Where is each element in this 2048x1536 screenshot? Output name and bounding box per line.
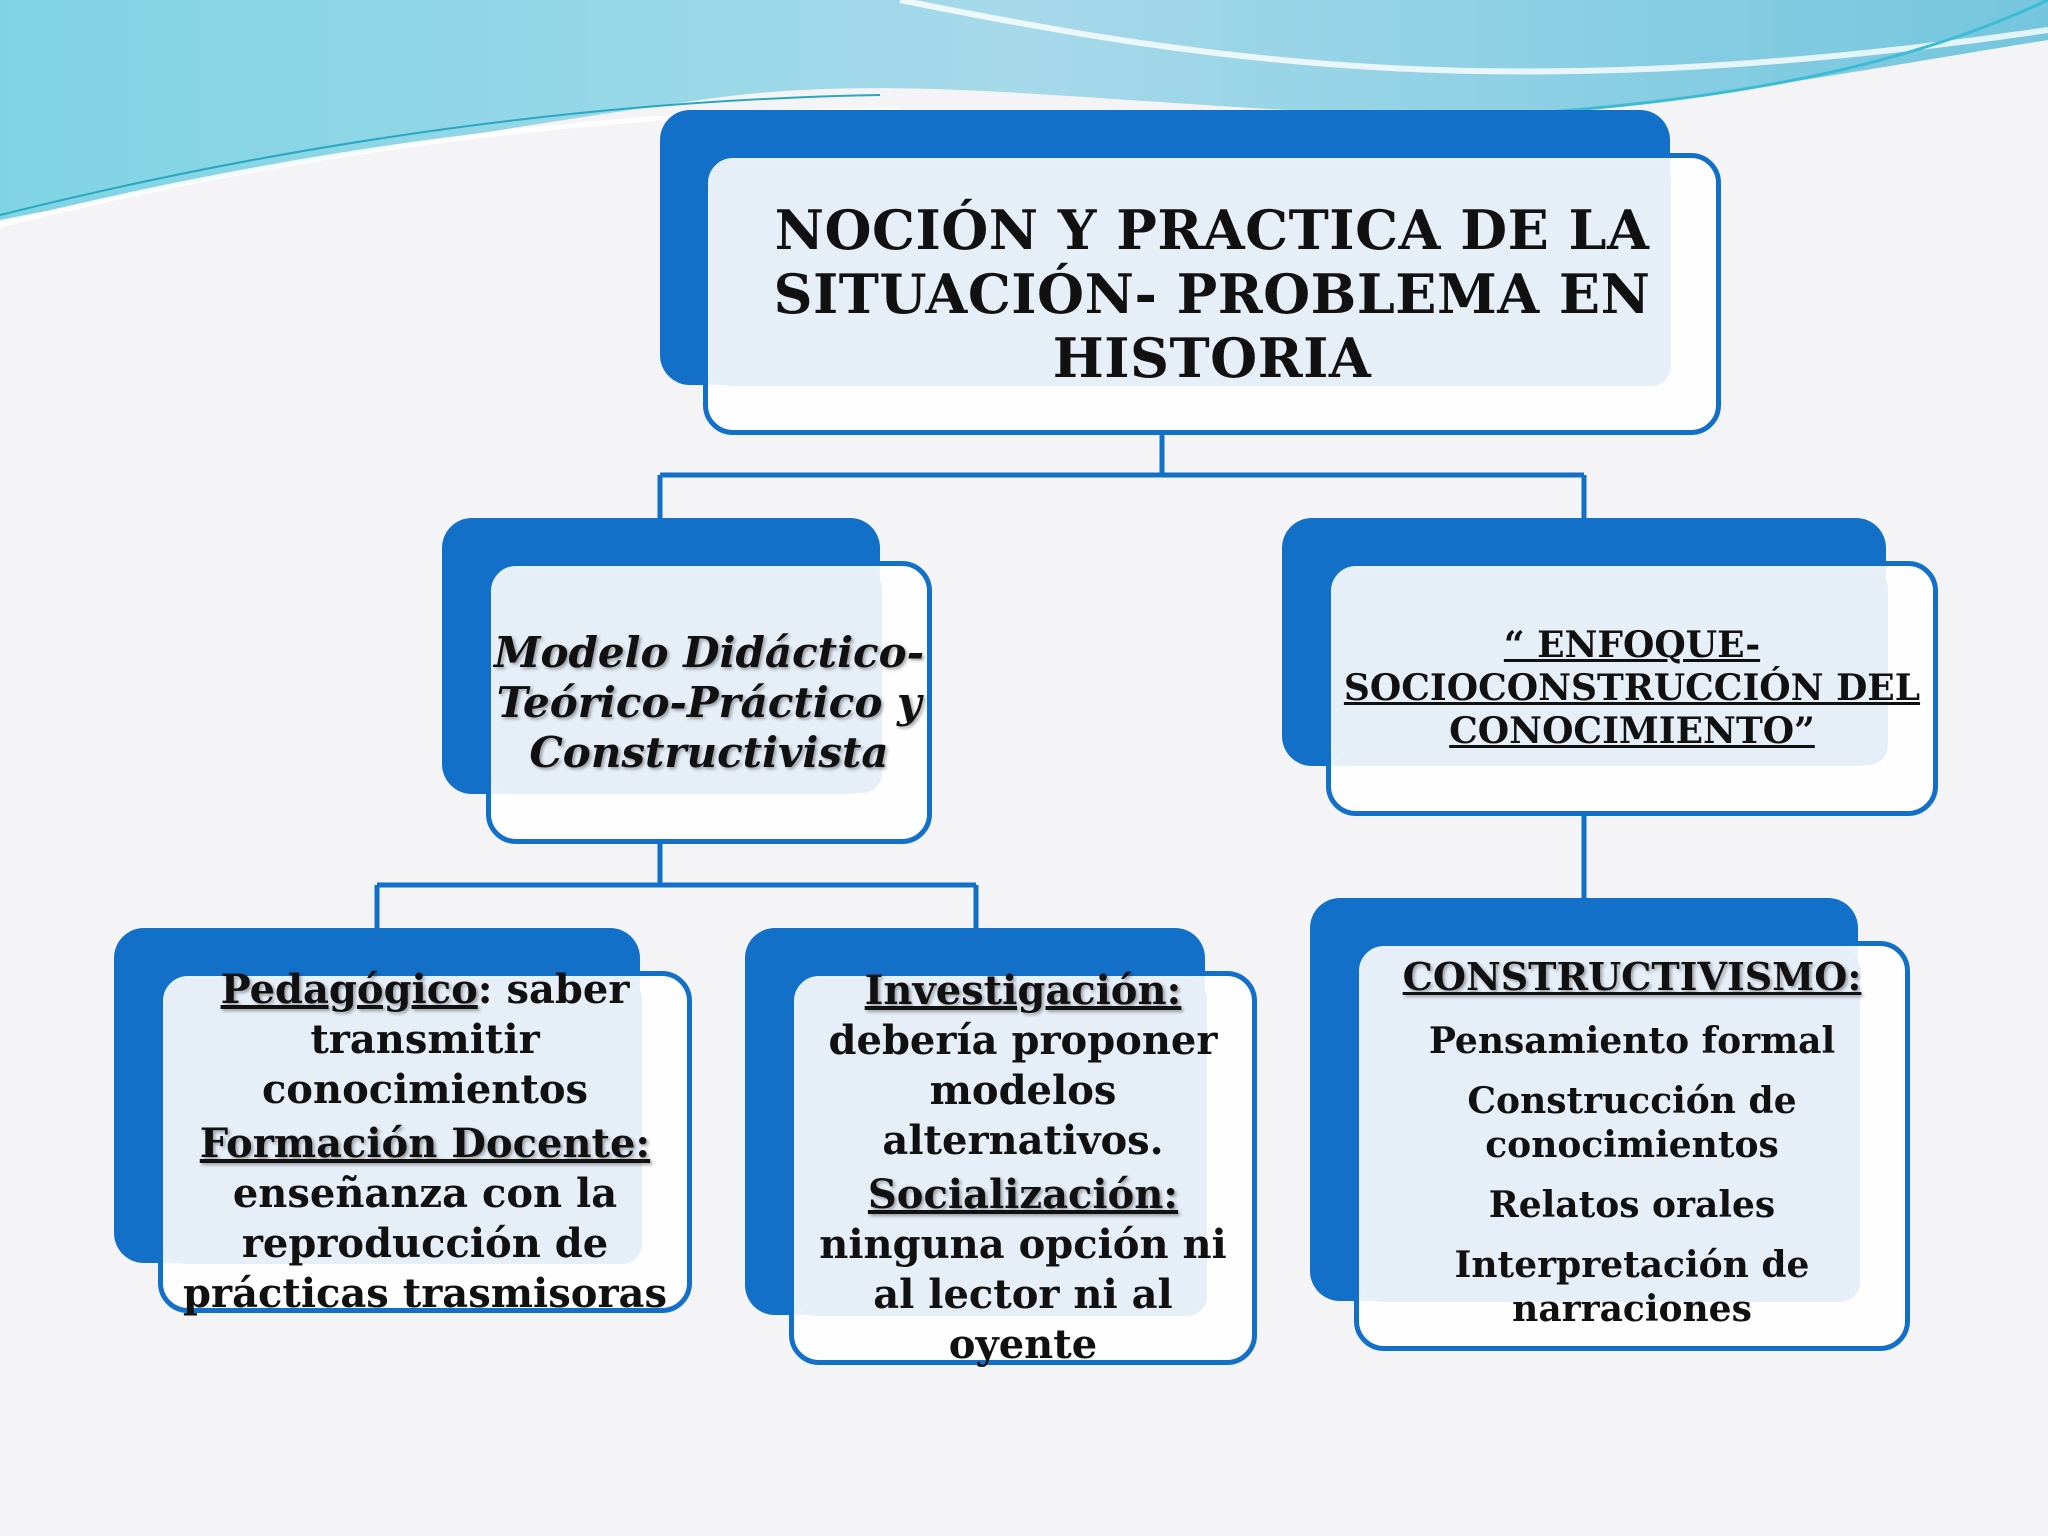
root-title: NOCIÓN Y PRACTICA DE LA SITUACIÓN- PROBLEMA EN HISTORIA xyxy=(773,198,1651,390)
constructivismo-title: CONSTRUCTIVISMO: xyxy=(1402,954,1862,999)
constructivismo-item: Construcción de conocimientos xyxy=(1467,1080,1797,1166)
formacion-heading: Formación Docente: xyxy=(199,1120,651,1167)
pedagogico-heading: Pedagógico xyxy=(220,966,478,1013)
constructivismo-item: Pensamiento formal xyxy=(1428,1020,1836,1062)
constructivismo-item: Relatos orales xyxy=(1488,1184,1776,1226)
modelo-title: Modelo Didáctico- Teórico-Práctico y Constructivista xyxy=(493,627,925,777)
socializacion-heading: Socialización: xyxy=(867,1171,1179,1218)
pedagogico-text: Pedagógico: saber transmitir conocimientos Formación Docente: enseñanza con la reproducción de prácticas trasmisoras xyxy=(183,966,667,1317)
enfoque-title: “ ENFOQUE- SOCIOCONSTRUCCIÓN DEL CONOCIMIENTO” xyxy=(1343,624,1921,752)
investigacion-heading: Investigación: xyxy=(864,967,1182,1014)
constructivismo-item: Interpretación de narraciones xyxy=(1454,1244,1810,1330)
investigacion-text: Investigación: debería proponer modelos alternativos. Socialización: ninguna opción ni al lector ni al oyente xyxy=(809,962,1237,1374)
